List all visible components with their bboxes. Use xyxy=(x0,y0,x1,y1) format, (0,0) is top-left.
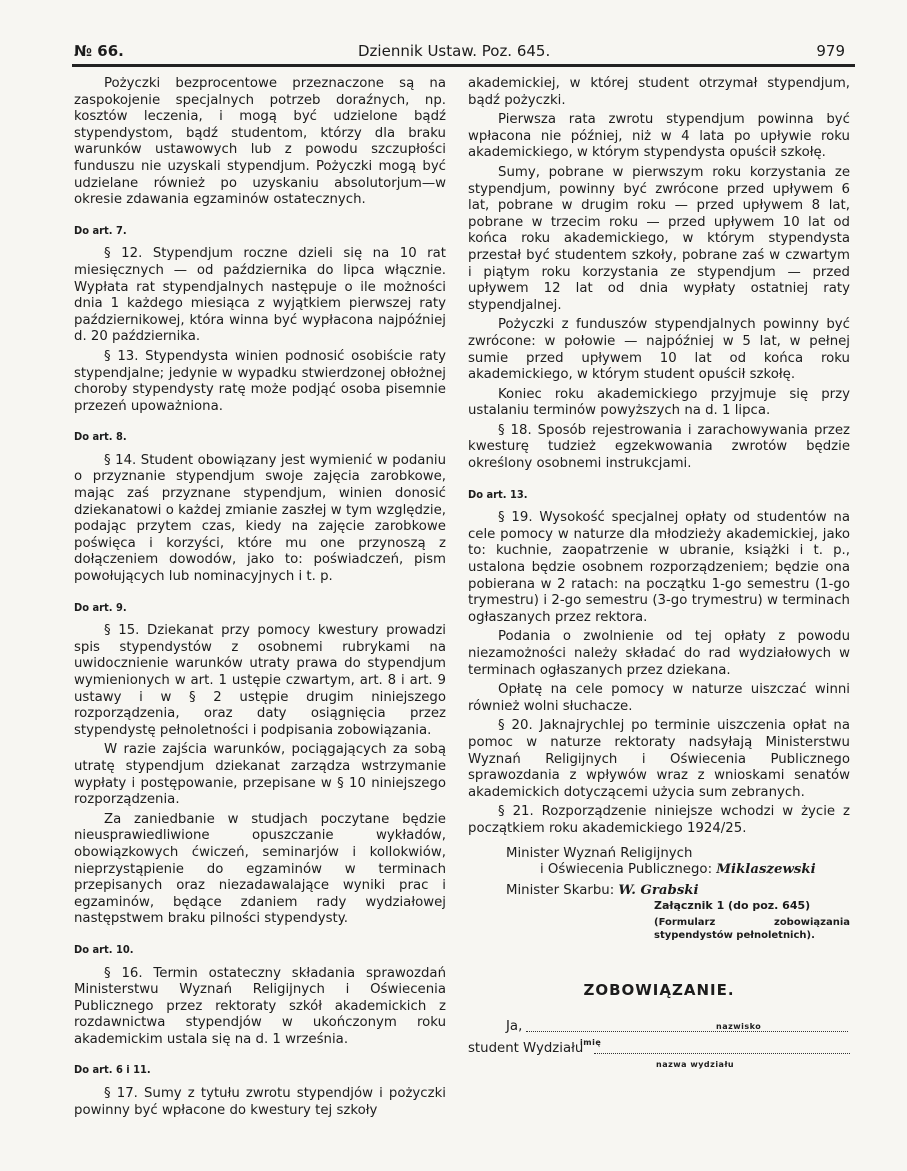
minister2-name: W. Grabski xyxy=(618,882,699,898)
paragraph: W razie zajścia warunków, pociągających za sobą utratę stypendjum dziekanat zarządza wstrzymanie wypłaty i postępowanie, przepisane w § 10 niniejszego rozporządzenia. xyxy=(74,742,446,808)
page-number: 979 xyxy=(816,42,845,60)
signature-line-2 xyxy=(468,862,850,879)
article-reference: Do art. 7. xyxy=(74,223,127,237)
paragraph: Za zaniedbanie w studjach poczytane będzie nieusprawiedliwione opuszczanie wykładów, obowiązkowych ćwiczeń, seminarjów i kollokwiów, nieprzystąpienie do egzaminów w terminach przepisanych oraz niezadawalające wyniki prac i egzaminów, będące zdaniem rady wydziałowej następstwem braku pilności stypendysty. xyxy=(74,811,446,927)
paragraph: Pożyczki z funduszów stypendjalnych powinny być zwrócone: w połowie — najpóźniej w 5 lat, w pełnej sumie przed upływem 10 lat od końca roku akademickiego, w którym student opuścił szkołę. xyxy=(468,317,850,383)
form-caption-surname: nazwisko xyxy=(716,1021,762,1031)
article-reference: Do art. 9. xyxy=(74,600,127,614)
article-reference: Do art. 8. xyxy=(74,430,127,444)
article-reference: Do art. 13. xyxy=(468,487,528,501)
form-label-faculty: student Wydziału xyxy=(468,1040,584,1056)
paragraph: § 20. Jaknajrychlej po terminie uiszczenia opłat na pomoc w naturze rektoraty nadsyłają Ministerstwu Wyznań Religijnych i Oświecenia Publicznego sprawozdania z wpływów wraz z wnioskami senatów akademickich dotyczącemi użycia sum zebranych. xyxy=(468,718,850,800)
annex-note: (Formularz zobowiązania stypendystów pełnoletnich). xyxy=(654,917,850,942)
minister1-name: Miklaszewski xyxy=(716,862,816,878)
issue-number: № 66. xyxy=(74,42,124,60)
page-header xyxy=(74,30,845,60)
paragraph: § 19. Wysokość specjalnej opłaty od studentów na cele pomocy w naturze dla młodzieży akademickiej, jako to: kuchnie, zaopatrzenie w ubranie, książki i t. p., ustalona będzie osobnem rozporządzeniem; będzie ona pobierana w 2 ratach: na początku 1-go semestru (1-go trymestru) i 2-go semestru (3-go trymestru) w terminach ogłaszanych przez rektora. xyxy=(468,510,850,625)
right-column xyxy=(468,76,850,1069)
paragraph: Pożyczki bezprocentowe przeznaczone są na zaspokojenie specjalnych potrzeb doraźnych, np. kosztów leczenia, i mogą być udzielone bądź stypendystom, bądź studentom, którzy dla braku warunków ustawowych lub z powodu szczupłości funduszu nie uzyskali stypendjum. Pożyczki mogą być udzielane również po uzyskaniu absolutorjum—w okresie zdawania egzaminów ostatecznych. xyxy=(74,76,446,208)
paragraph: § 15. Dziekanat przy pomocy kwestury prowadzi spis stypendystów z osobnemi rubrykami na uwidocznienie warunków utraty prawa do stypendjum wymienionych w art. 1 ustępie czwartym, art. 8 i art. 9 ustawy i w § 2 ustępie drugim niniejszego rozporządzenia, oraz daty osiągnięcia przez stypendystę pełnoletności i podpisania zobowiązania. xyxy=(74,623,446,738)
form-line-name xyxy=(468,1017,850,1047)
form-caption-first-name: imię xyxy=(580,1037,602,1047)
signature-line-1 xyxy=(468,846,850,863)
form-dotted-line xyxy=(526,1031,848,1032)
paragraph: Pierwsza rata zwrotu stypendjum powinna być wpłacona nie później, niż w 4 lata po upływie roku akademickiego, w którym stypendysta opuścił szkołę. xyxy=(468,112,850,161)
paragraph: § 18. Sposób rejestrowania i zarachowywania przez kwesturę tudzież egzekwowania zwrotów będzie określony osobnemi instrukcjami. xyxy=(468,422,850,472)
article-reference: Do art. 10. xyxy=(74,942,134,956)
form-dotted-line xyxy=(594,1053,850,1054)
paragraph: akademickiej, w której student otrzymał stypendjum, bądź pożyczki. xyxy=(468,76,850,108)
paragraph: § 17. Sumy z tytułu zwrotu stypendjów i pożyczki powinny być wpłacone do kwestury tej szkoły xyxy=(74,1086,446,1118)
minister1-title-1: Minister Wyznań Religijnych xyxy=(506,845,693,861)
left-column xyxy=(74,76,446,1122)
paragraph: Podania o zwolnienie od tej opłaty z powodu niezamożności należy składać do rad wydziałowych w terminach ogłaszanych przez dziekana. xyxy=(468,629,850,678)
journal-title: Dziennik Ustaw. Poz. 645. xyxy=(358,42,551,60)
paragraph: § 21. Rozporządzenie niniejsze wchodzi w życie z początkiem roku akademickiego 1924/25. xyxy=(468,804,850,836)
paragraph: § 12. Stypendjum roczne dzieli się na 10 rat miesięcznych — od października do lipca włącznie. Wypłata rat stypendjalnych następuje o ile możności dnia 1 każdego miesiąca z wyjątkiem pierwszej raty październikowej, która winna być wypłacona najpóźniej d. 20 października. xyxy=(74,246,446,345)
paragraph: § 13. Stypendysta winien podnosić osobiście raty stypendjalne; jedynie w wypadku stwierdzonej obłożnej choroby stypendysty ratę może podjąć osoba pisemnie przezeń upoważniona. xyxy=(74,348,446,414)
article-reference: Do art. 6 i 11. xyxy=(74,1063,151,1077)
paragraph: Koniec roku akademickiego przyjmuje się przy ustalaniu terminów powyższych na d. 1 lipca. xyxy=(468,386,850,419)
form-heading: ZOBOWIĄZANIE. xyxy=(583,981,735,1000)
paragraph: § 14. Student obowiązany jest wymienić w podaniu o przyznanie stypendjum swoje zajęcia zarobkowe, mając zaś przyznane stypendjum, winien donosić dziekanatowi o każdej zmianie zaszłej w tym względzie, podając przytem czas, kiedy na zajęcie zarobkowe poświęca i korzyści, które mu one przynoszą z dołączeniem dowodów, jako to: poświadczeń, pism powołujących lub nominacyjnych i t. p. xyxy=(74,452,446,585)
minister1-title-2: i Oświecenia Publicznego: xyxy=(540,862,713,878)
paragraph: Opłatę na cele pomocy w naturze uiszczać winni również wolni słuchacze. xyxy=(468,682,850,714)
form-caption-faculty: nazwa wydziału xyxy=(656,1059,735,1069)
form-label-ja: Ja, xyxy=(506,1018,523,1034)
form-line-faculty xyxy=(468,1039,850,1069)
annex-label: Załącznik 1 (do poz. 645) xyxy=(654,899,811,913)
minister2-title: Minister Skarbu: xyxy=(506,882,615,898)
signature-line-3 xyxy=(468,883,850,900)
header-rule xyxy=(72,64,855,67)
paragraph: Sumy, pobrane w pierwszym roku korzystania ze stypendjum, powinny być zwrócone przed upływem 6 lat, pobrane w drugim roku — przed upływem 8 lat, pobrane w trzecim roku — przed upływem 10 lat od końca roku akademickiego, w którym stypendysta przestał być studentem szkoły, pobrane zaś w czwartym i piątym roku korzystania ze stypendjum — przed upływem 12 lat od dnia wypłaty ostatniej raty stypendjalnej. xyxy=(468,164,850,313)
paragraph: § 16. Termin ostateczny składania sprawozdań Ministerstwu Wyznań Religijnych i Oświecenia Publicznego przez rektoraty szkół akademickich z rozdawnictwa stypendjów w ukończonym roku akademickim ustala się na d. 1 września. xyxy=(74,965,446,1047)
